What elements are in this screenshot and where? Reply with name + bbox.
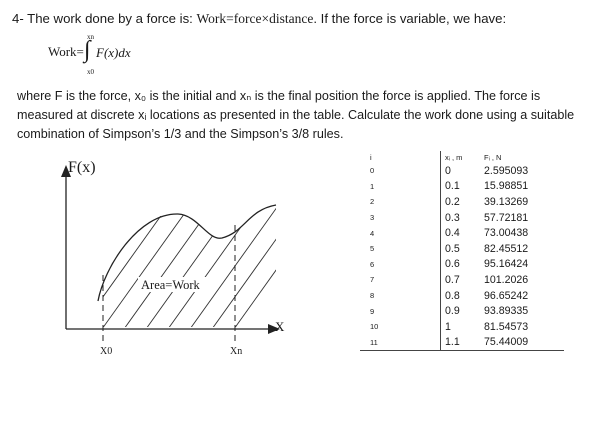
row-x-value: 1.1 <box>441 335 485 351</box>
row-index: 5 <box>360 241 441 257</box>
problem-trail-text: . If the force is variable, we have: <box>313 11 507 26</box>
problem-number: 4- <box>12 11 24 26</box>
row-index: 10 <box>360 319 441 335</box>
table-row <box>360 288 564 304</box>
xn-label: Xn <box>230 346 243 357</box>
table-row <box>360 257 564 273</box>
row-x-value: 0.9 <box>445 305 460 318</box>
row-force-value: 15.98851 <box>484 180 529 193</box>
area-label: Area=Work <box>141 278 200 292</box>
row-force-value: 82.45512 <box>484 242 529 255</box>
y-axis-label: F(x) <box>68 159 96 176</box>
row-x-value: 0.8 <box>445 289 460 302</box>
row-force-value: 39.13269 <box>484 195 529 208</box>
integral-sign-icon: ∫ <box>84 37 91 63</box>
row-force-value: 93.89335 <box>484 305 529 318</box>
force-data-table <box>360 151 564 351</box>
table-row <box>360 303 564 319</box>
problem-description: where F is the force, x₀ is the initial and xₙ is the final position the force is applied. The force is measured at discrete xᵢ locations as presented in the table. Calculate the work done using a suitable combination of Simpson’s 1/3 and the Simpson’s 3/8 rules. <box>17 89 575 141</box>
work-integral-equation <box>34 30 174 80</box>
row-x-value: 0.7 <box>445 273 460 286</box>
row-index: 11 <box>360 335 441 351</box>
problem-lead-text: The work done by a force is: <box>27 11 193 26</box>
row-x-value: 0.1 <box>445 180 460 193</box>
row-index: 7 <box>360 272 441 288</box>
row-index: 1 <box>360 179 441 195</box>
table-row <box>360 272 564 288</box>
row-index: 6 <box>360 257 441 273</box>
table-header-row <box>360 151 564 163</box>
equation-label: Work= <box>48 44 84 59</box>
x-axis-label: X <box>275 319 285 334</box>
row-force-value: 95.16424 <box>484 258 529 271</box>
row-x-value: 0.3 <box>445 211 460 224</box>
column-header-x: xᵢ , m <box>445 152 463 162</box>
table-row <box>360 194 564 210</box>
work-formula-text: Work=force×distance <box>196 11 314 26</box>
integral-lower-limit: x0 <box>87 68 94 76</box>
row-force-value: 2.595093 <box>484 164 529 177</box>
table-row <box>360 319 564 335</box>
table-row <box>360 179 564 195</box>
row-force-value: 75.44009 <box>484 335 564 351</box>
row-index: 3 <box>360 210 441 226</box>
row-force-value: 101.2026 <box>484 273 529 286</box>
table-row <box>360 335 564 351</box>
row-index: 0 <box>360 163 441 179</box>
row-force-value: 73.00438 <box>484 227 529 240</box>
table-row <box>360 241 564 257</box>
column-header-i: i <box>360 151 441 163</box>
row-x-value: 1 <box>445 320 451 333</box>
force-displacement-graph <box>40 153 290 368</box>
row-force-value: 81.54573 <box>484 320 529 333</box>
problem-statement-heading <box>12 11 506 27</box>
row-x-value: 0 <box>445 164 451 177</box>
table-row <box>360 225 564 241</box>
row-index: 2 <box>360 194 441 210</box>
row-index: 9 <box>360 303 441 319</box>
row-x-value: 0.5 <box>445 242 460 255</box>
row-index: 8 <box>360 288 441 304</box>
integral-upper-limit: xn <box>87 33 94 41</box>
row-x-value: 0.2 <box>445 195 460 208</box>
table-row <box>360 163 564 179</box>
row-x-value: 0.4 <box>445 227 460 240</box>
integrand: F(x)dx <box>96 45 131 60</box>
table-row <box>360 210 564 226</box>
row-x-value: 0.6 <box>445 258 460 271</box>
x0-label: X0 <box>100 346 113 357</box>
row-force-value: 57.72181 <box>484 211 529 224</box>
row-force-value: 96.65242 <box>484 289 529 302</box>
column-header-f: Fᵢ , N <box>484 152 502 162</box>
row-index: 4 <box>360 225 441 241</box>
